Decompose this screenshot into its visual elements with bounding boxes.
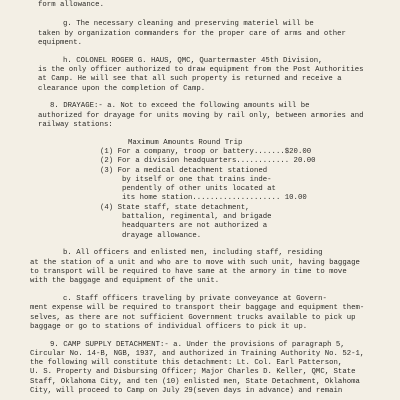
text-line: the following will constitute this detachment: Lt. Col. Earl Patterson, <box>30 359 343 368</box>
text-line: Staff, Oklahoma City, and ten (10) enlisted men, State Detachment, Oklahoma <box>30 377 360 386</box>
text-line: equipment. <box>38 39 82 47</box>
text-line: with the baggage and equipment of the unit. <box>30 277 220 286</box>
text-line: baggage or go to stations of individual officers to pick it up. <box>30 322 308 331</box>
table-row: its home station.................... 10.00 <box>122 194 307 203</box>
table-row: headquarters are not authorized a <box>122 222 268 231</box>
section-heading: 9. CAMP SUPPLY DETACHMENT:- a. Under the provisions of paragraph 5, <box>50 340 345 349</box>
text-line: City, will proceed to Camp on July 29(seven days in advance) and remain <box>30 387 343 395</box>
text-line: h. COLONEL ROGER G. HAUS, QMC, Quartermaster 45th Division, <box>63 56 323 65</box>
text-line: at the station of a unit and who are to move with such unit, having baggage <box>30 258 360 267</box>
text-line: selves, as there are not sufficient Government trucks available to pick up <box>30 313 356 322</box>
text-line: is the only officer authorized to draw equipment from the Post Authorities <box>38 66 364 74</box>
text-line: at Camp. He will see that all such property is returned and receive a <box>38 75 342 84</box>
table-row: drayage allowance. <box>122 231 202 240</box>
text-line: form allowance. <box>38 1 104 9</box>
text-line: taken by organization commanders for the proper care of arms and other <box>38 29 346 38</box>
table-row: (2) For a division headquarters............ 20.00 <box>100 157 316 166</box>
text-line: clearance upon the completion of Camp. <box>38 84 206 93</box>
table-row: (3) For a medical detachment stationed <box>100 166 268 175</box>
text-line: c. Staff officers traveling by private conveyance at Govern- <box>63 294 327 303</box>
table-row: (1) For a company, troop or battery.......$20.00 <box>100 148 312 156</box>
text-line: b. All officers and enlisted men, including staff, residing <box>63 249 323 258</box>
table-row: by itself or one that trains inde- <box>122 175 272 184</box>
text-line: Circular No. 14-B, NGB, 1937, and authorized in Training Authority No. 52-1, <box>30 349 365 358</box>
text-line: g. The necessary cleaning and preserving materiel will be <box>63 20 314 29</box>
text-line: ment expense will be required to transport their baggage and equipment them- <box>30 304 365 313</box>
table-row: battalion, regimental, and brigade <box>122 213 272 221</box>
table-row: (4) State staff, state detachment, <box>100 203 250 212</box>
text-line: railway stations: <box>38 120 113 129</box>
text-line: authorized for drayage for units moving by rail only, between armories and <box>38 111 364 120</box>
section-heading: 8. DRAYAGE:- a. Not to exceed the following amounts will be <box>50 102 310 111</box>
text-line: to transport will be required to have same at the armory in time to move <box>30 267 347 276</box>
table-row: pendently of other units located at <box>122 185 276 194</box>
text-line: U. S. Property and Disbursing Officer; Major Charles D. Keller, QMC, State <box>30 368 356 377</box>
table-heading: Maximum Amounts Round Trip <box>128 138 243 147</box>
